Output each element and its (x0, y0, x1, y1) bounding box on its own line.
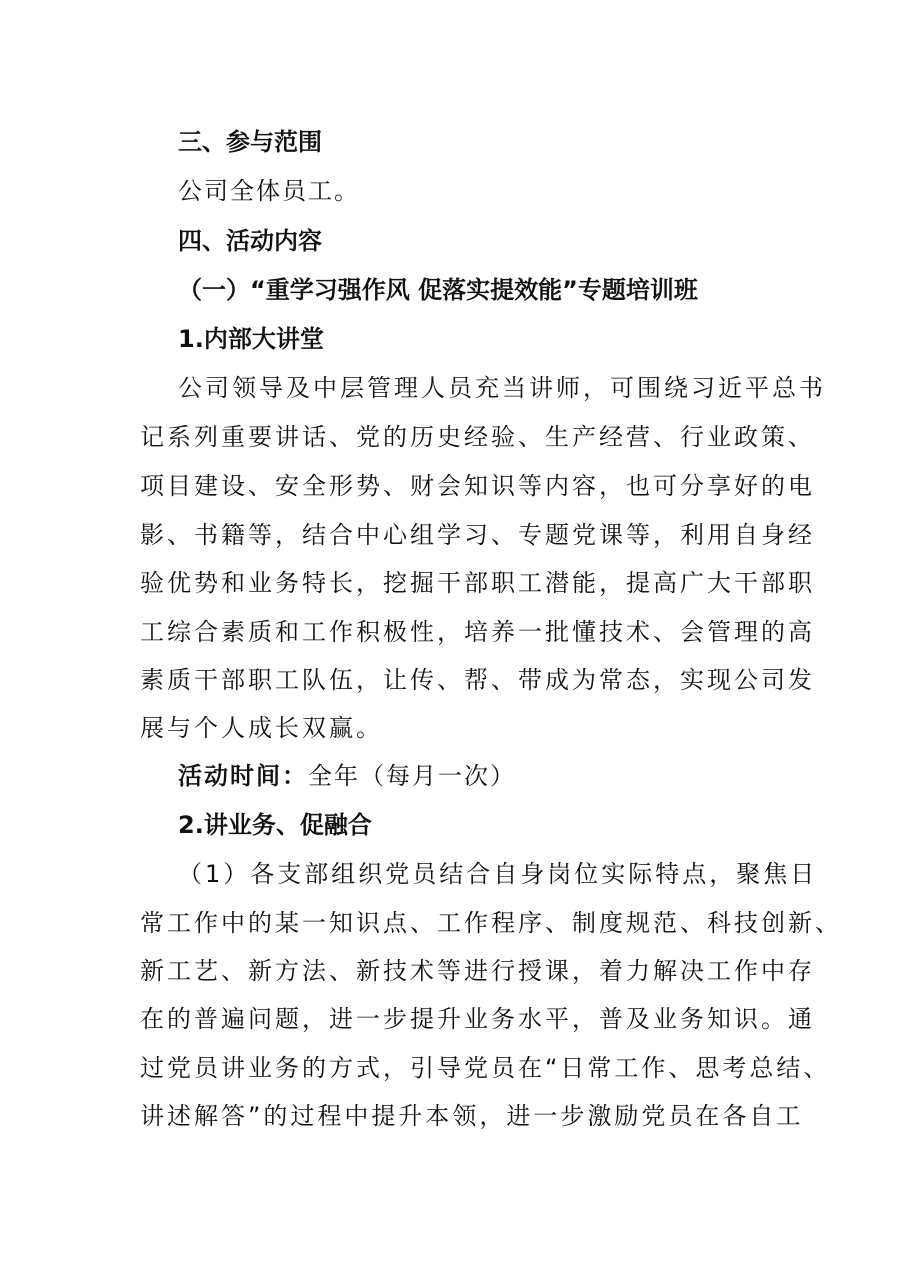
paragraph-line: （1）各支部组织党员结合自身岗位实际特点，聚焦日 (178, 860, 818, 888)
section-heading-content: 四、活动内容 (178, 227, 322, 255)
paragraph-line: 新工艺、新方法、新技术等进行授课，着力解决工作中存 (140, 957, 815, 985)
paragraph-line: 工综合素质和工作积极性，培养一批懂技术、会管理的高 (140, 618, 815, 646)
scope-text: 公司全体员工。 (178, 177, 360, 205)
paragraph-line: 常工作中的某一知识点、工作程序、制度规范、科技创新、 (140, 909, 842, 937)
item-heading-business: 2.讲业务、促融合 (178, 811, 372, 839)
paragraph-line: 展与个人成长双赢。 (140, 714, 383, 742)
paragraph-line: 影、书籍等，结合中心组学习、专题党课等，利用自身经 (140, 521, 815, 549)
paragraph-line: 记系列重要讲话、党的历史经验、生产经营、行业政策、 (140, 423, 815, 451)
paragraph-line: 验优势和业务特长，挖掘干部职工潜能，提高广大干部职 (140, 569, 815, 597)
activity-time-value: 全年（每月一次） (308, 762, 516, 790)
activity-time (178, 761, 516, 791)
paragraph-line: 在的普遍问题，进一步提升业务水平，普及业务知识。通 (140, 1005, 815, 1033)
paragraph-line: 项目建设、安全形势、财会知识等内容，也可分享好的电 (140, 472, 815, 500)
activity-time-label: 活动时间： (178, 762, 308, 790)
paragraph-line: 过党员讲业务的方式，引导党员在“日常工作、思考总结、 (140, 1054, 831, 1082)
paragraph-line: 讲述解答”的过程中提升本领，进一步激励党员在各自工 (140, 1102, 804, 1130)
subsection-heading-training: （一）“重学习强作风 促落实提效能”专题培训班 (178, 276, 698, 304)
section-heading-scope: 三、参与范围 (178, 128, 322, 156)
item-heading-lecture: 1.内部大讲堂 (178, 325, 324, 353)
paragraph-line: 公司领导及中层管理人员充当讲师，可围绕习近平总书 (178, 374, 826, 402)
paragraph-line: 素质干部职工队伍，让传、帮、带成为常态，实现公司发 (140, 666, 815, 694)
